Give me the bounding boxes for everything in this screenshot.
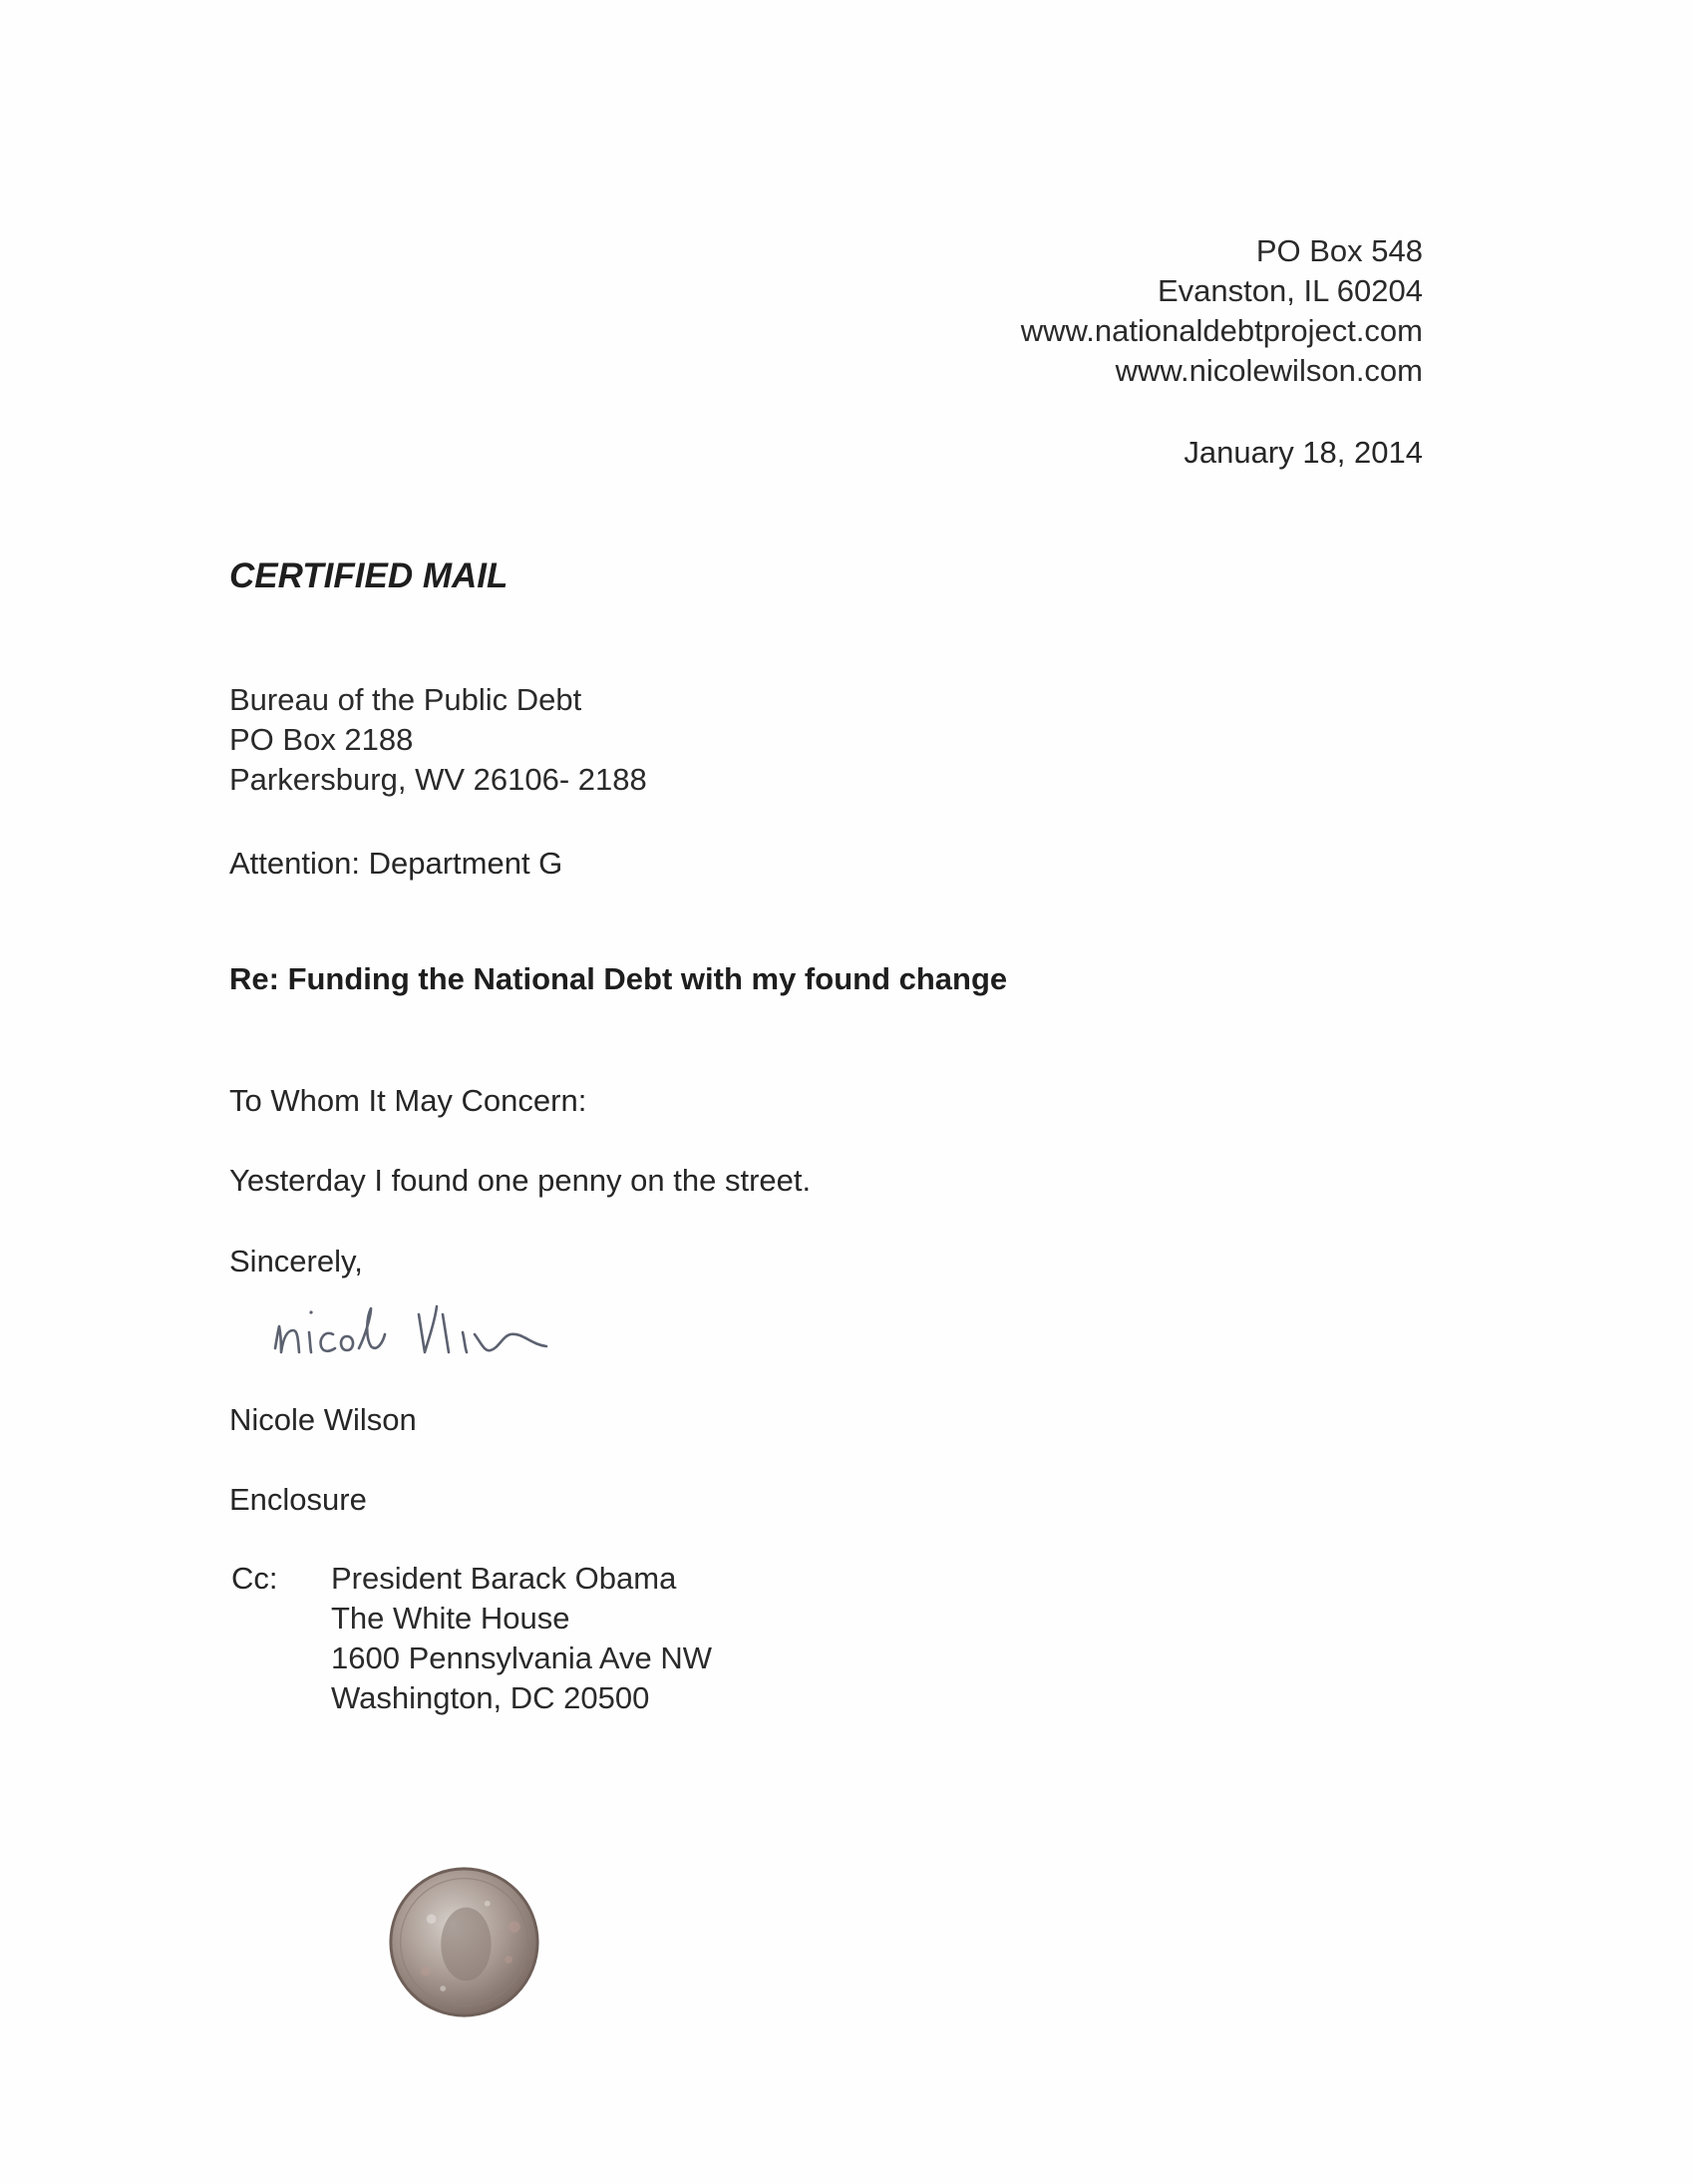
closing: Sincerely, [229, 1244, 363, 1278]
letter-body: Yesterday I found one penny on the street. [229, 1163, 812, 1198]
recipient-address-line: Parkersburg, WV 26106- 2188 [229, 762, 647, 797]
sender-address [1021, 231, 1423, 391]
cc-address-line: President Barack Obama [331, 1561, 677, 1596]
signer-name: Nicole Wilson [229, 1402, 417, 1437]
sender-website-line: www.nicolewilson.com [1115, 353, 1423, 388]
sender-address-line: PO Box 548 [1255, 233, 1423, 268]
cc-address-line: Washington, DC 20500 [331, 1680, 650, 1715]
recipient-address [229, 680, 647, 800]
letter-date: January 18, 2014 [1184, 435, 1423, 470]
salutation: To Whom It May Concern: [229, 1083, 587, 1118]
attention-line: Attention: Department G [229, 846, 563, 881]
subject-line: Re: Funding the National Debt with my found change [229, 961, 1008, 996]
penny-coin-image [387, 1865, 541, 2019]
recipient-address-line: Bureau of the Public Debt [229, 682, 582, 717]
sender-website-line: www.nationaldebtproject.com [1020, 313, 1423, 348]
mail-type-heading: CERTIFIED MAIL [229, 556, 508, 595]
sender-address-line: Evanston, IL 60204 [1158, 273, 1423, 308]
cc-recipient-address [331, 1559, 712, 1718]
cc-address-line: 1600 Pennsylvania Ave NW [331, 1640, 712, 1675]
enclosure-note: Enclosure [229, 1482, 367, 1517]
recipient-address-line: PO Box 2188 [229, 722, 414, 757]
cc-label: Cc: [231, 1561, 278, 1596]
cc-address-line: The White House [331, 1601, 570, 1636]
handwritten-signature [267, 1286, 626, 1376]
